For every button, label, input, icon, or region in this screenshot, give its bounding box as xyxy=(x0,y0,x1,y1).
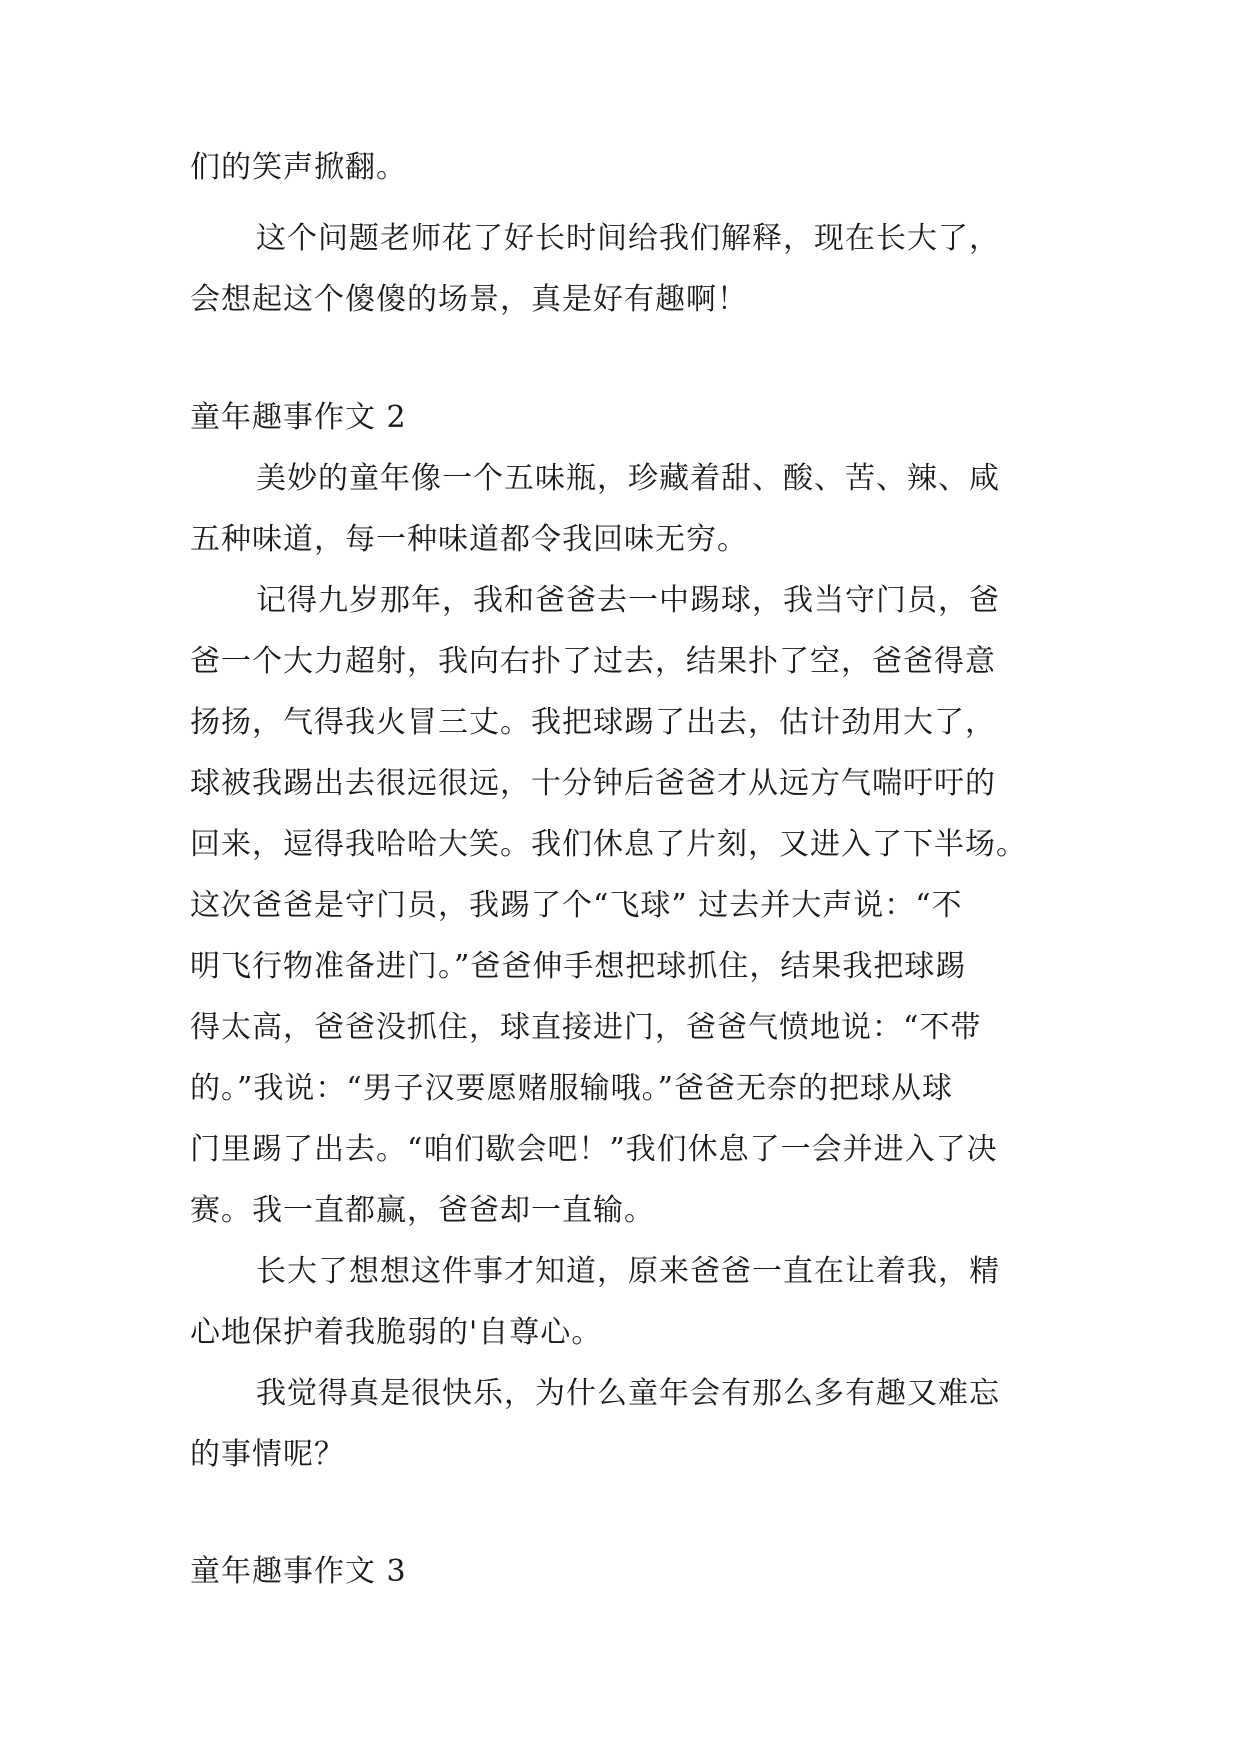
text-line: 明飞行物准备进门。”爸爸伸手想把球抓住，结果我把球踢 xyxy=(190,949,967,984)
text-line: 爸一个大力超射，我向右扑了过去，结果扑了空，爸爸得意 xyxy=(190,644,996,679)
text-line: 回来，逗得我哈哈大笑。我们休息了片刻，又进入了下半场。 xyxy=(190,827,1027,862)
text-line: 们的笑声掀翻。 xyxy=(190,150,407,185)
text-line: 球被我踢出去很远很远，十分钟后爸爸才从远方气喘吁吁的 xyxy=(190,766,996,801)
text-line: 扬扬，气得我火冒三丈。我把球踢了出去，估计劲用大了， xyxy=(190,705,996,740)
text-line: 心地保护着我脆弱的'自尊心。 xyxy=(190,1315,603,1350)
text-line: 美妙的童年像一个五味瓶，珍藏着甜、酸、苦、辣、咸 xyxy=(256,461,1000,496)
text-line: 得太高，爸爸没抓住，球直接进门，爸爸气愤地说：“不带 xyxy=(190,1010,982,1045)
text-line: 门里踢了出去。“咱们歇会吧！”我们休息了一会并进入了决 xyxy=(190,1132,998,1167)
text-line: 长大了想想这件事才知道，原来爸爸一直在让着我，精 xyxy=(256,1254,1000,1289)
text-line: 这次爸爸是守门员，我踢了个“飞球” 过去并大声说：“不 xyxy=(190,888,963,923)
text-line: 会想起这个傻傻的场景，真是好有趣啊！ xyxy=(190,282,748,317)
text-line: 的事情呢？ xyxy=(190,1437,345,1472)
text-line: 的。”我说：“男子汉要愿赌服输哦。”爸爸无奈的把球从球 xyxy=(190,1071,954,1106)
text-line: 这个问题老师花了好长时间给我们解释，现在长大了， xyxy=(256,221,1000,256)
section-heading: 童年趣事作文 2 xyxy=(190,400,407,435)
text-line: 记得九岁那年，我和爸爸去一中踢球，我当守门员，爸 xyxy=(256,583,1000,618)
text-line: 赛。我一直都赢，爸爸却一直输。 xyxy=(190,1193,655,1228)
text-line: 五种味道，每一种味道都令我回味无穷。 xyxy=(190,522,748,557)
text-line: 我觉得真是很快乐，为什么童年会有那么多有趣又难忘 xyxy=(256,1376,1000,1411)
section-heading: 童年趣事作文 3 xyxy=(190,1554,407,1589)
